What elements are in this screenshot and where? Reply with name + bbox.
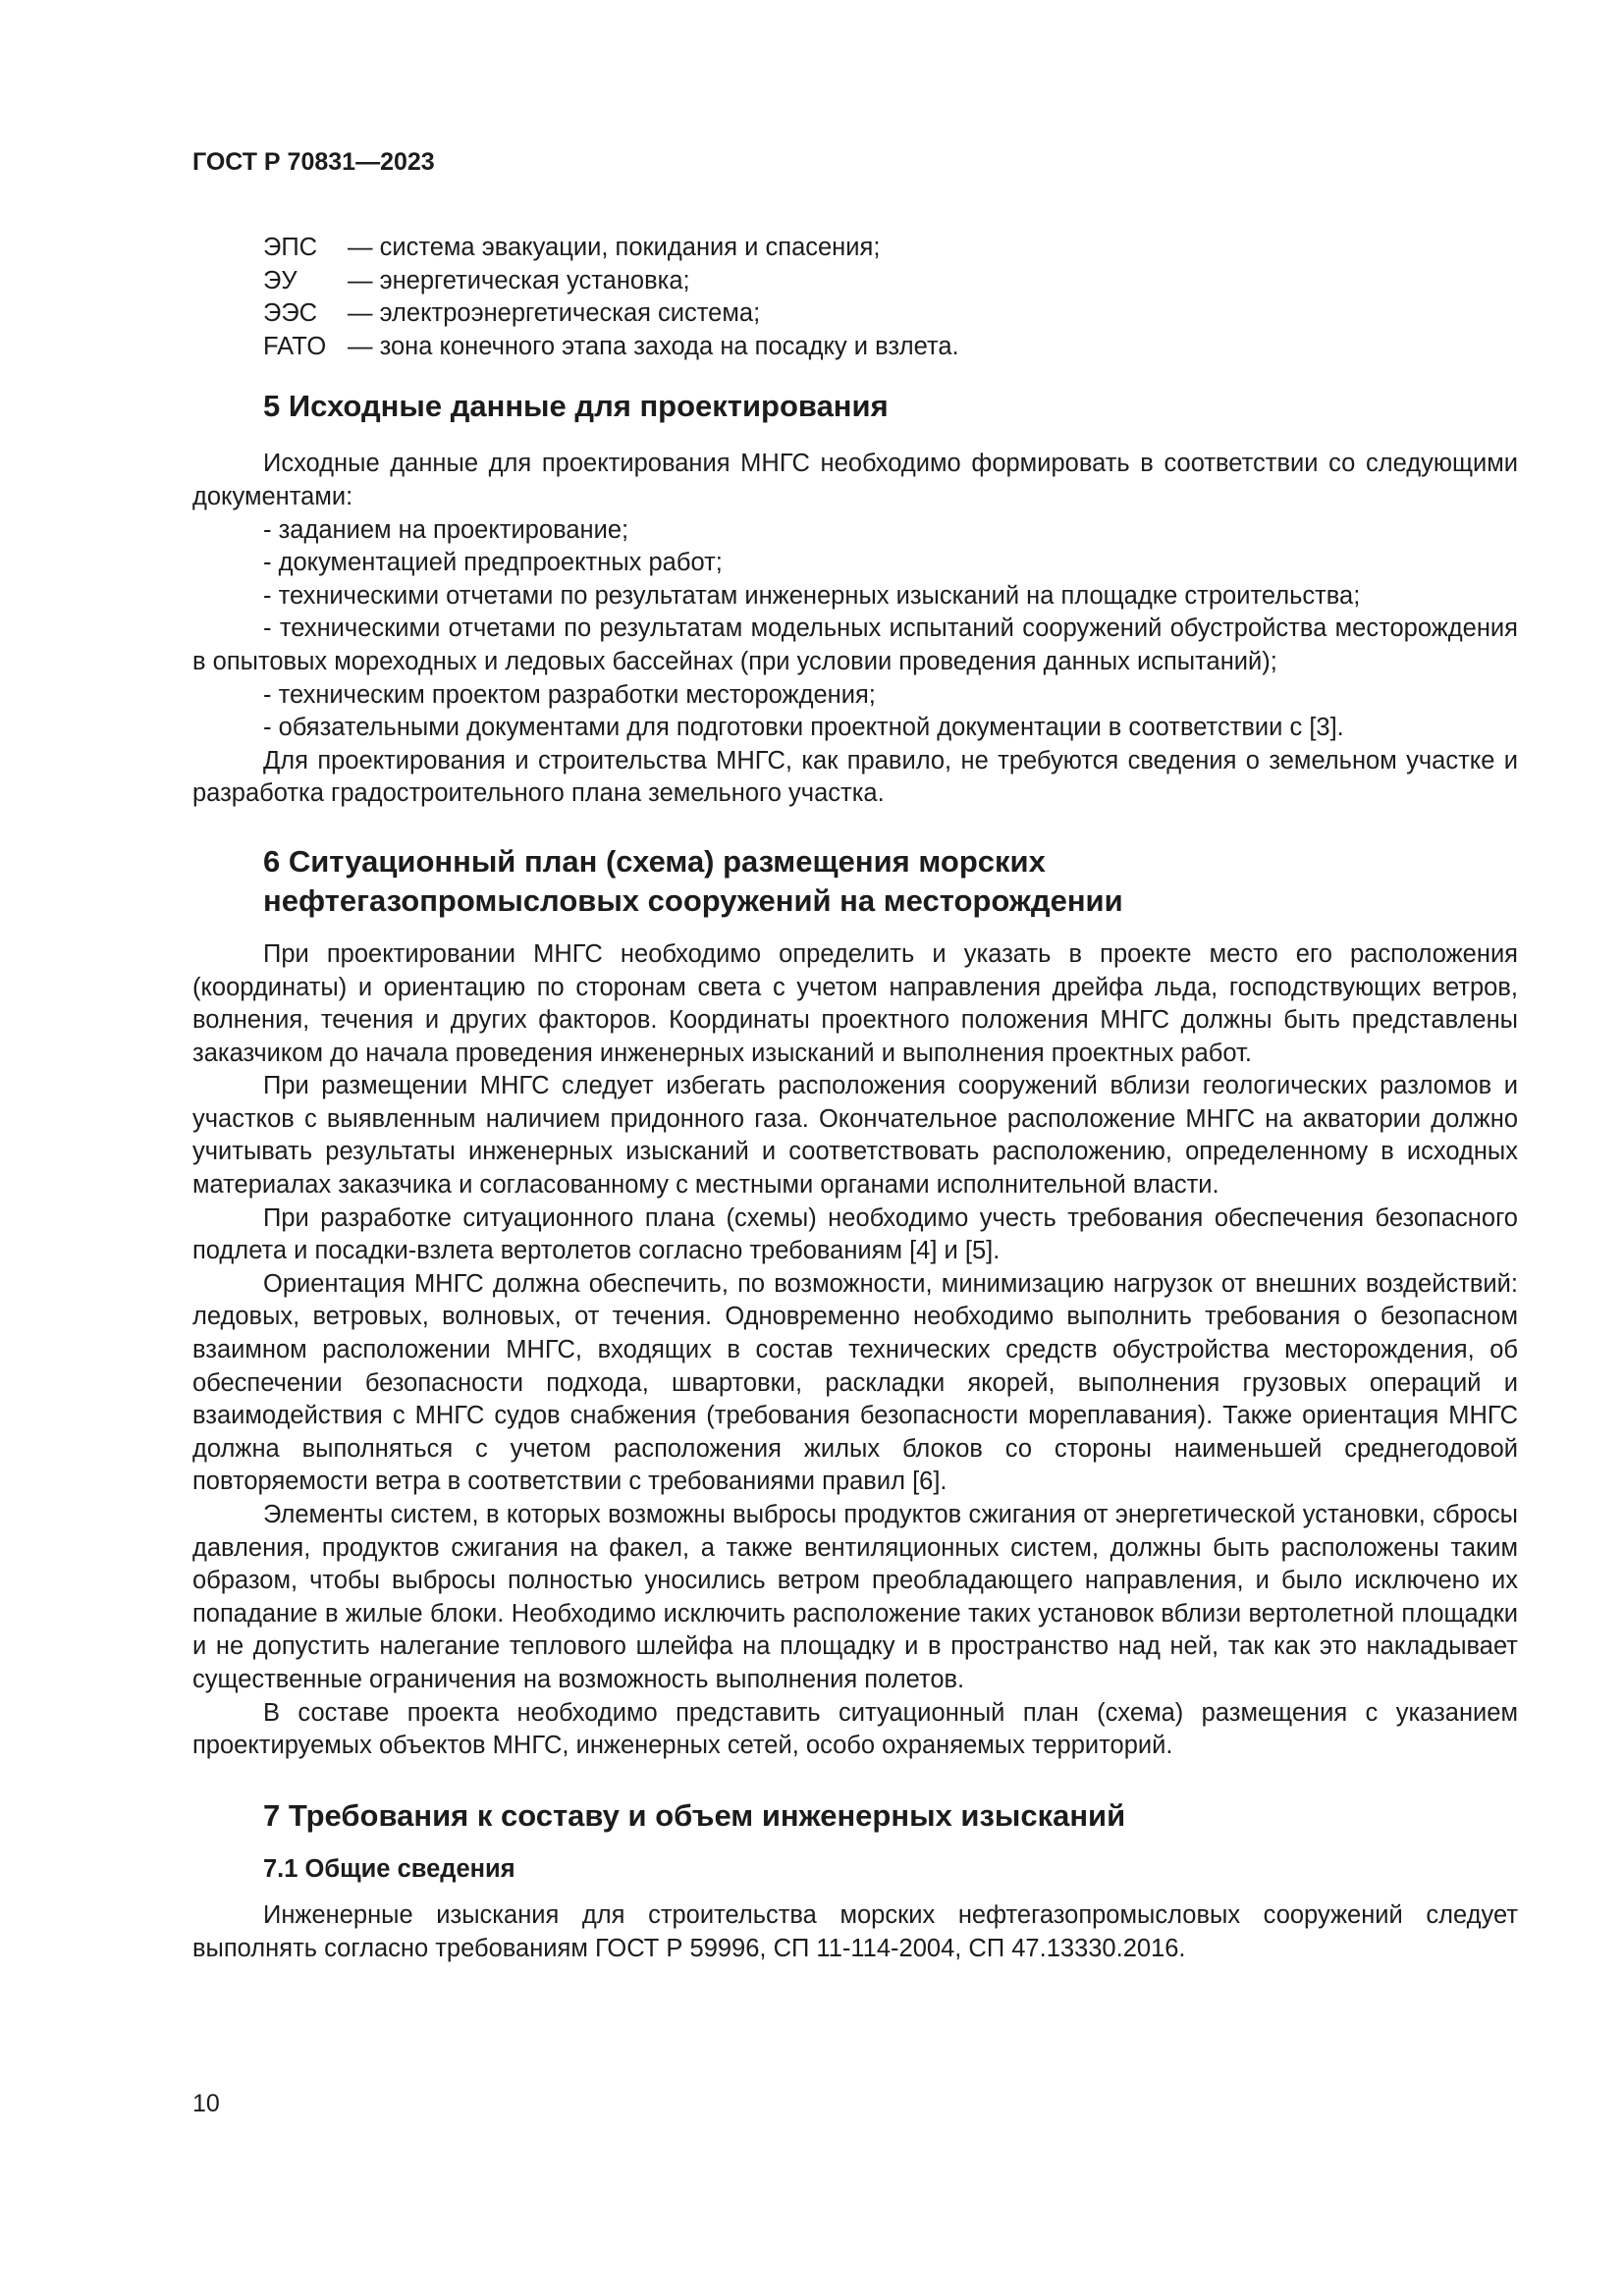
abbreviation-item (263, 265, 1518, 298)
section-5-list-item: - техническими отчетами по результатам инженерных изысканий на площадке строительства; (263, 581, 1361, 610)
section-5-list-item: - техническим проектом разработки месторождения; (263, 680, 876, 709)
section-5-heading: 5 Исходные данные для проектирования (263, 389, 889, 424)
section-6-paragraph: В составе проекта необходимо представить ситуационный план (схема) размещения с указанием проектируемых объектов МНГС, инженерных сетей, особо охраняемых территорий. (192, 1698, 1518, 1760)
abbreviation-item (263, 232, 1518, 265)
section-6-paragraph: При проектировании МНГС необходимо определить и указать в проекте место его расположения (координаты) и ориентацию по сторонам света с учетом направления дрейфа льда, господствующих ветров, волнения, течения и других факторов. Координаты проектного положения МНГС должны быть представлены заказчиком до начала проведения инженерных изысканий и выполнения проектных работ. (192, 939, 1518, 1067)
document-header: ГОСТ Р 70831—2023 (192, 148, 435, 176)
section-6-paragraph: Ориентация МНГС должна обеспечить, по возможности, минимизацию нагрузок от внешних воздействий: ледовых, ветровых, волновых, от течения. Одновременно необходимо выполнить требования о безопасном взаимном расположении МНГС, входящих в состав технических средств обустройства месторождения, об обеспечении безопасности подхода, швартовки, раскладки якорей, выполнения грузовых операций и взаимодействия с МНГС судов снабжения (требования безопасности мореплавания). Также ориентация МНГС должна выполняться с учетом расположения жилых блоков со стороны наименьшей среднегодовой повторяемости ветра в соответствии с требованиями правил [6]. (192, 1269, 1518, 1496)
document-body (192, 232, 1518, 1966)
abbreviation-term: ЭУ (263, 266, 298, 294)
section-5-intro: Исходные данные для проектирования МНГС необходимо формировать в соответствии со следующими документами: (192, 450, 1518, 510)
abbreviation-definition: — зона конечного этапа захода на посадку и взлета. (348, 332, 959, 360)
section-6-heading (263, 842, 1518, 921)
section-6-heading-line: 6 Ситуационный план (схема) размещения морских (263, 843, 1046, 879)
section-6-paragraph: При разработке ситуационного плана (схемы) необходимо учесть требования обеспечения безопасного подлета и посадки-взлета вертолетов согласно требованиям [4] и [5]. (192, 1203, 1518, 1265)
abbreviation-list (192, 232, 1518, 363)
section-6-paragraph: При размещении МНГС следует избегать расположения сооружений вблизи геологических разломов и участков с выявленным наличием придонного газа. Окончательное расположение МНГС на акватории должно учитывать результаты инженерных изысканий и соответствовать расположению, определенному в исходных материалах заказчика и согласованному с местными органами исполнительной власти. (192, 1072, 1518, 1200)
abbreviation-term: FATO (263, 332, 327, 360)
section-5-list-item: - техническими отчетами по результатам модельных испытаний сооружений обустройства месторождения в опытовых мореходных и ледовых бассейнах (при условии проведения данных испытаний); (192, 614, 1518, 675)
section-6-heading-line: нефтегазопромысловых сооружений на месторождении (263, 882, 1123, 918)
section-6-paragraph: Элементы систем, в которых возможны выбросы продуктов сжигания от энергетической установки, сбросы давления, продуктов сжигания на факел, а также вентиляционных систем, должны быть расположены таким образом, чтобы выбросы полностью уносились ветром преобладающего направления, и было исключено их попадание в жилые блоки. Необходимо исключить расположение таких установок вблизи вертолетной площадки и не допустить налегание теплового шлейфа на площадку и в пространство над ней, так как это накладывает существенные ограничения на возможность выполнения полетов. (192, 1501, 1518, 1693)
page-number: 10 (192, 2090, 220, 2117)
subsection-7-1-heading: 7.1 Общие сведения (263, 1854, 515, 1883)
section-7-heading: 7 Требования к составу и объем инженерных изысканий (263, 1797, 1126, 1833)
abbreviation-definition: — система эвакуации, покидания и спасения; (348, 234, 881, 261)
abbreviation-item (263, 331, 1518, 364)
abbreviation-item (263, 297, 1518, 331)
section-5-closing: Для проектирования и строительства МНГС, как правило, не требуются сведения о земельном участке и разработка градостроительного плана земельного участка. (192, 746, 1518, 808)
section-7-paragraph: Инженерные изыскания для строительства морских нефтегазопромысловых сооружений следует выполнять согласно требованиям ГОСТ Р 59996, СП 11-114-2004, СП 47.13330.2016. (192, 1901, 1518, 1962)
section-5-list-item: - заданием на проектирование; (263, 515, 629, 544)
abbreviation-definition: — электроэнергетическая система; (348, 299, 761, 328)
abbreviation-term: ЭЭС (263, 299, 318, 328)
abbreviation-definition: — энергетическая установка; (348, 266, 690, 294)
section-5-list-item: - обязательными документами для подготовки проектной документации в соответствии с [3]. (263, 714, 1344, 742)
abbreviation-term: ЭПС (263, 234, 318, 261)
section-5-list-item: - документацией предпроектных работ; (263, 549, 723, 577)
